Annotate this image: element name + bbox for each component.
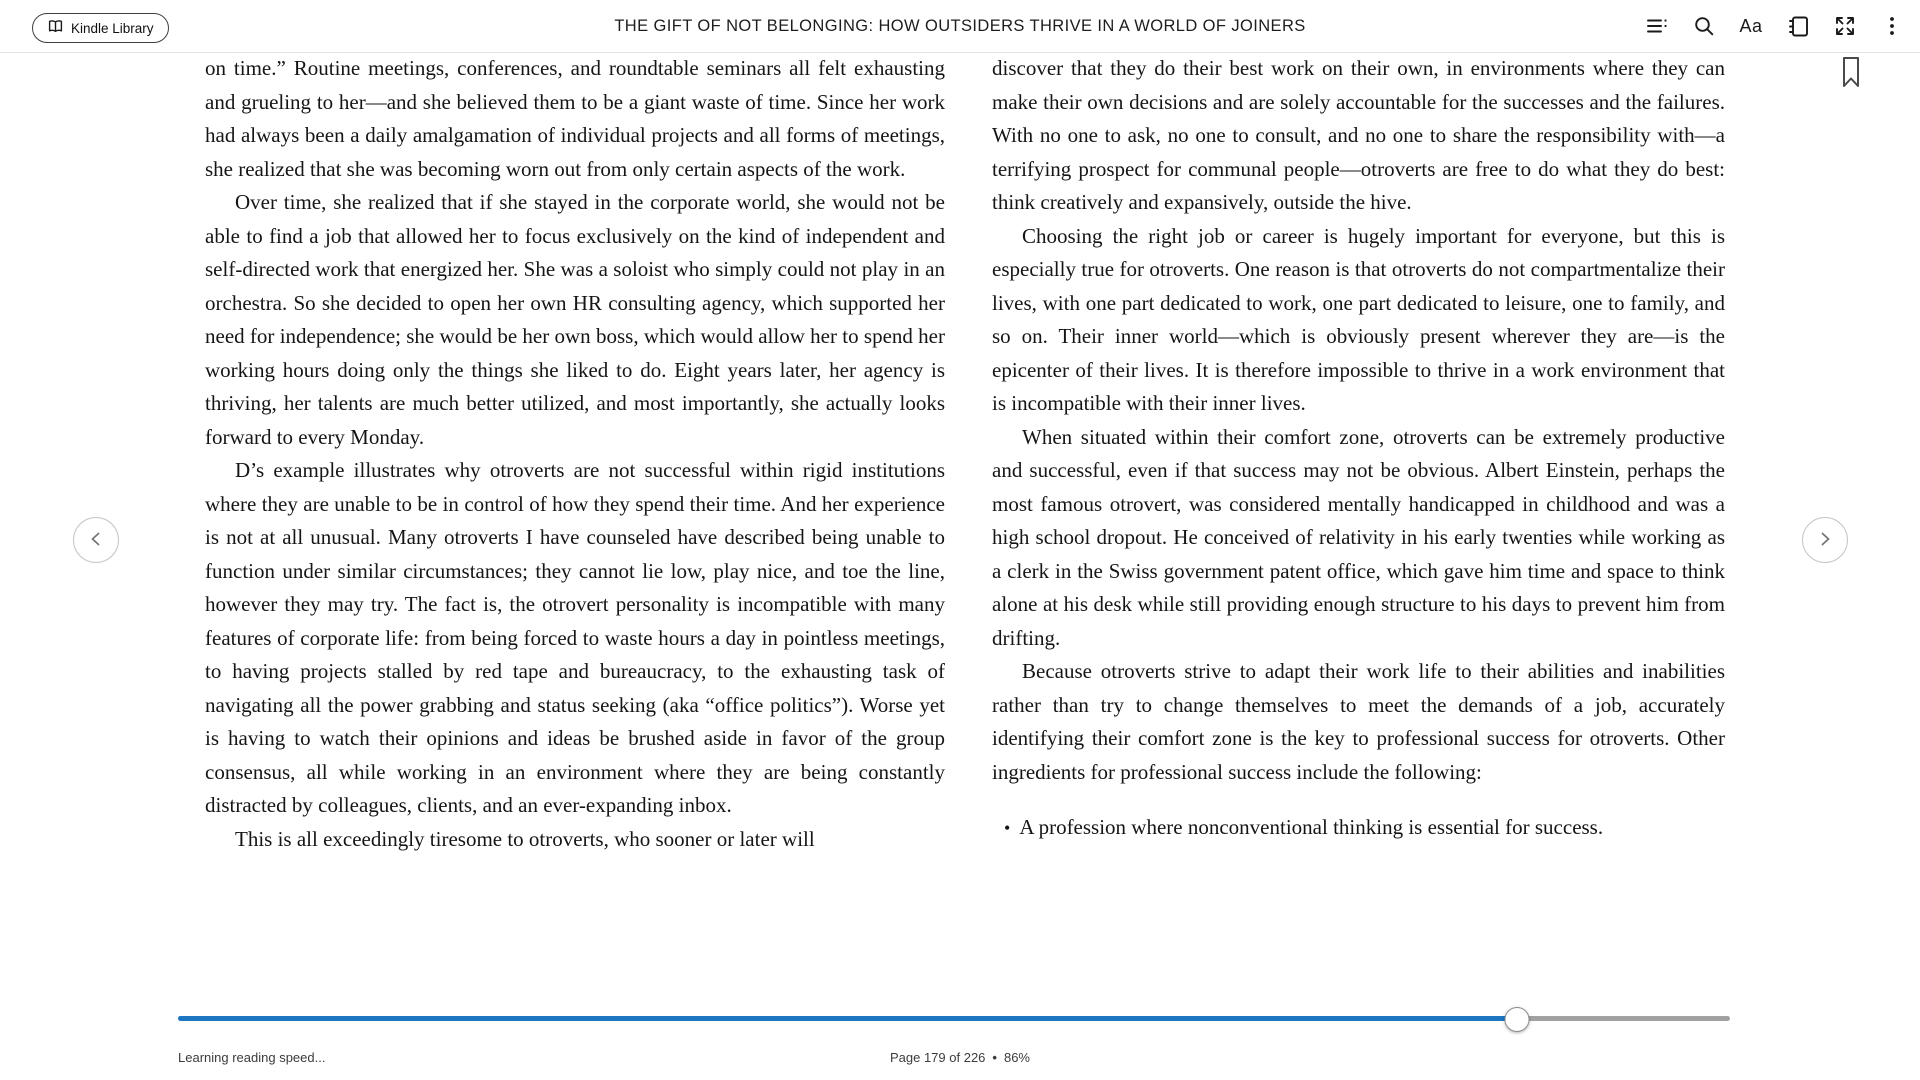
toolbar bbox=[0, 0, 1920, 53]
toolbar-icons bbox=[1644, 0, 1905, 52]
progress-slider[interactable] bbox=[178, 1006, 1730, 1031]
page-layout-icon bbox=[1786, 14, 1810, 38]
fullscreen-button[interactable] bbox=[1832, 13, 1858, 39]
toc-button[interactable] bbox=[1644, 13, 1670, 39]
paragraph: on time.” Routine meetings, conferences, and roundtable seminars all felt exhausting and grueling to her—and she believed them to be a giant waste of time. Since her work had always been a daily amalgamation of individual projects and all forms of meetings, she realized that she was becoming worn out from only certain aspects of the work. bbox=[205, 56, 945, 181]
progress-track[interactable] bbox=[178, 1016, 1730, 1021]
paragraph: This is all exceedingly tiresome to otroverts, who sooner or later will bbox=[235, 826, 815, 851]
more-menu-button[interactable] bbox=[1879, 13, 1905, 39]
font-settings-label: Aa bbox=[1739, 15, 1763, 36]
paragraph: Choosing the right job or career is hugely important for everyone, but this is especially true for otroverts. One reason is that otroverts do not compartmentalize their lives, with one part dedicated to work, one part dedicated to leisure, one to family, and so on. Their inner world—which is obviously present wherever they are—is the epicenter of their lives. It is therefore impossible to thrive in a work environment that is incompatible with their inner lives. bbox=[992, 223, 1725, 415]
chevron-right-icon bbox=[1816, 530, 1834, 551]
page-layout-button[interactable] bbox=[1785, 13, 1811, 39]
page-info bbox=[0, 1050, 1920, 1065]
progress-knob[interactable] bbox=[1505, 1007, 1530, 1032]
kindle-library-button[interactable] bbox=[32, 13, 169, 43]
separator-dot: • bbox=[992, 1050, 997, 1065]
paragraph: When situated within their comfort zone, otroverts can be extremely productive and successful, even if that success may not be obvious. Albert Einstein, perhaps the most famous otrovert, was considered mentally handicapped in childhood and was a high school dropout. He conceived of relativity in his early twenties while working as a clerk in the Swiss government patent office, which gave him time and space to think alone at his desk while still providing enough structure to his days to prevent him from drifting. bbox=[992, 424, 1725, 650]
kindle-library-label: Kindle Library bbox=[71, 20, 154, 36]
book-title: THE GIFT OF NOT BELONGING: HOW OUTSIDERS THRIVE IN A WORLD OF JOINERS bbox=[614, 16, 1306, 35]
bullet-text: A profession where nonconventional thinking is essential for success. bbox=[1019, 815, 1604, 839]
progress-fill bbox=[178, 1016, 1517, 1021]
bookmark-button[interactable] bbox=[1842, 57, 1860, 88]
reading-speed-status: Learning reading speed... bbox=[178, 1050, 326, 1065]
toc-list-icon bbox=[1645, 14, 1669, 38]
previous-page-button[interactable] bbox=[73, 517, 119, 563]
right-text-column bbox=[992, 52, 1725, 846]
open-book-icon bbox=[47, 19, 64, 37]
paragraph: discover that they do their best work on their own, in environments where they can make their own decisions and are solely accountable for the successes and the failures. With no one to ask, no one to consult, and no one to share the responsibility with—a terrifying prospect for communal people—otroverts are free to do what they do best: think creatively and expansively, outside the hive. bbox=[992, 56, 1725, 214]
page-number-label: Page 179 of 226 bbox=[889, 1050, 986, 1065]
paragraph: Over time, she realized that if she stayed in the corporate world, she would not be able to find a job that allowed her to focus exclusively on the kind of independent and self-directed work that energized her. She was a soloist who simply could not play in an orchestra. So she decided to open her own HR consulting agency, which supported her need for independence; she would be her own boss, which would allow her to spend her working hours doing only the things she liked to do. Eight years later, her agency is thriving, her talents are much better utilized, and most importantly, she actually looks forward to every Monday. bbox=[205, 190, 945, 449]
percent-label: 86% bbox=[1003, 1050, 1030, 1065]
bookmark-ribbon-icon bbox=[1842, 76, 1860, 91]
font-settings-button[interactable] bbox=[1738, 13, 1764, 39]
chevron-left-icon bbox=[87, 530, 105, 551]
paragraph: Because otroverts strive to adapt their work life to their abilities and inabilities rather than try to change themselves to meet the demands of a job, accurately identifying their comfort zone is the key to professional success for otroverts. Other ingredients for professional success include the following: bbox=[992, 659, 1725, 784]
bullet-list-item bbox=[992, 811, 1725, 846]
kebab-menu-icon bbox=[1880, 14, 1904, 38]
bullet-marker: • bbox=[1004, 818, 1011, 838]
search-icon bbox=[1692, 14, 1716, 38]
next-page-button[interactable] bbox=[1802, 517, 1848, 563]
fullscreen-expand-icon bbox=[1833, 14, 1857, 38]
paragraph: D’s example illustrates why otroverts are not successful within rigid institutions where they are unable to be in control of how they spend their time. And her experience is not at all unusual. Many otroverts I have counseled have described being unable to function under similar circumstances; they cannot lie low, play nice, and toe the line, however they may try. The fact is, the otrovert personality is incompatible with many features of corporate life: from being forced to waste hours a day in pointless meetings, to having projects stalled by red tape and bureaucracy, to the exhausting task of navigating all the power grabbing and status seeking (aka “office politics”). Worse yet is having to watch their opinions and ideas be brushed aside in favor of the group consensus, all while working in an environment where they are being constantly distracted by colleagues, clients, and an ever-expanding inbox. bbox=[205, 458, 945, 817]
left-text-column bbox=[205, 52, 945, 856]
search-button[interactable] bbox=[1691, 13, 1717, 39]
